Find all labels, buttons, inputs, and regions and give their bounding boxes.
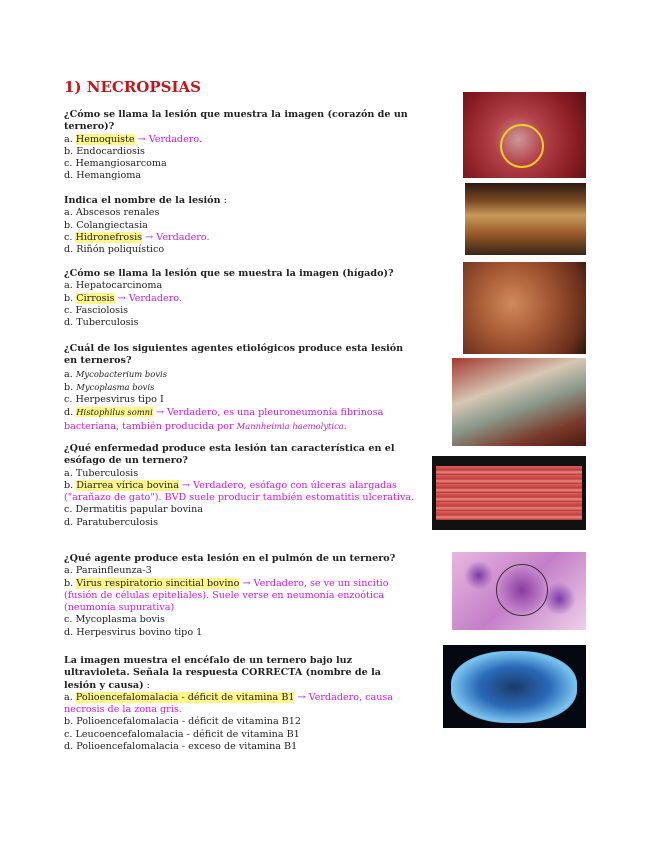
- heart-lesion-image: [463, 92, 586, 178]
- question-text: ¿Cómo se llama la lesión que se muestra la imagen (hígado)?: [64, 268, 394, 279]
- explanation: Verdadero.: [156, 231, 210, 243]
- option-c: c. Dermatitis papular bovina: [64, 504, 203, 516]
- question-text: La imagen muestra el encéfalo de un ternero bajo luz ultravioleta. Señala la respuesta CORRECTA (nombre de la lesión y causa) :: [64, 655, 381, 691]
- option-b: b. Endocardiosis: [64, 145, 145, 157]
- option-a: a. Parainfleunza-3: [64, 565, 152, 577]
- correct-answer: Hemoquiste: [75, 133, 135, 145]
- option-c: c. Hidronefrosis → Verdadero.: [64, 231, 210, 243]
- option-a: a. Polioencefalomalacia - déficit de vitamina B1 → Verdadero, causa necrosis de la zona gris.: [64, 691, 394, 716]
- question-5: [64, 443, 426, 529]
- explanation: Verdadero, causa necrosis de la zona gris.: [64, 691, 394, 716]
- option-b: b. Cirrosis → Verdadero.: [64, 292, 182, 304]
- section-title: 1) NECROPSIAS: [64, 78, 201, 96]
- option-d: d. Tuberculosis: [64, 317, 139, 329]
- explanation: Verdadero.: [148, 133, 202, 145]
- esophagus-lesion-image: [432, 456, 586, 530]
- option-b: b. Virus respiratorio sincitial bovino → Verdadero, se ve un sincitio (fusión de células epiteliales). Suele verse en neumonía enzoótica (neumonía supurativa): [64, 577, 389, 614]
- question-1: [64, 109, 424, 183]
- option-b: b. Mycoplasma bovis: [64, 381, 155, 393]
- option-c: c. Hemangiosarcoma: [64, 158, 167, 170]
- explanation: Verdadero, es una pleuroneumonía fibrinosa bacteriana, también producida por Mannheimia haemolytica.: [64, 407, 384, 432]
- question-text: Indica el nombre de la lesión :: [64, 195, 227, 206]
- option-c: c. Mycoplasma bovis: [64, 614, 165, 626]
- option-b: b. Polioencefalomalacia - déficit de vitamina B12: [64, 716, 301, 728]
- question-2: [64, 195, 424, 256]
- liver-lesion-image: [463, 262, 586, 354]
- option-c: c. Herpesvirus tipo I: [64, 394, 164, 406]
- correct-answer: Cirrosis: [76, 292, 115, 304]
- option-a: a. Mycobacterium bovis: [64, 368, 168, 380]
- correct-answer: Virus respiratorio sincitial bovino: [76, 577, 240, 589]
- highlight-circle: [496, 564, 548, 616]
- option-d: d. Herpesvirus bovino tipo 1: [64, 626, 203, 638]
- question-6: [64, 553, 409, 639]
- option-d: d. Riñón poliquístico: [64, 244, 165, 256]
- option-a: a. Hemoquiste → Verdadero.: [64, 133, 202, 145]
- option-b: b. Diarrea vírica bovina → Verdadero, esófago con úlceras alargadas ("arañazo de gato"). BVD suele producir también estomatitis ulcerativa.: [64, 479, 415, 504]
- lung-histology-image: [452, 552, 586, 630]
- correct-answer: Diarrea vírica bovina: [76, 479, 179, 491]
- brain-uv-image: [443, 645, 586, 728]
- explanation: Verdadero, se ve un sincitio (fusión de células epiteliales). Suele verse en neumonía enzoótica (neumonía supurativa): [64, 577, 389, 614]
- question-text: ¿Qué agente produce esta lesión en el pulmón de un ternero?: [64, 553, 396, 564]
- correct-answer: Histophilus somni: [76, 407, 153, 418]
- option-c: c. Fasciolosis: [64, 304, 129, 316]
- kidney-lesion-image: [465, 183, 586, 255]
- option-a: a. Hepatocarcinoma: [64, 280, 163, 292]
- option-a: a. Tuberculosis: [64, 467, 139, 479]
- option-d: d. Paratuberculosis: [64, 516, 159, 528]
- option-d: d. Polioencefalomalacia - exceso de vitamina B1: [64, 741, 298, 753]
- explanation: Verdadero.: [128, 292, 182, 304]
- option-b: b. Colangiectasia: [64, 219, 148, 231]
- correct-answer: Hidronefrosis: [75, 231, 143, 243]
- question-text: ¿Qué enfermedad produce esta lesión tan característica en el esófago de un ternero?: [64, 443, 395, 467]
- question-3: [64, 268, 424, 329]
- correct-answer: Polioencefalomalacia - déficit de vitamina B1: [75, 691, 295, 703]
- option-a: a. Abscesos renales: [64, 207, 160, 219]
- highlight-circle: [500, 124, 544, 168]
- explanation: Verdadero, esófago con úlceras alargadas ("arañazo de gato"). BVD suele producir también estomatitis ulcerativa.: [64, 479, 415, 504]
- question-7: [64, 655, 414, 753]
- question-text: ¿Cuál de los siguientes agentes etiológicos produce esta lesión en terneros?: [64, 343, 404, 367]
- option-d: d. Histophilus somni → Verdadero, es una pleuroneumonía fibrinosa bacteriana, también producida por Mannheimia haemolytica.: [64, 407, 384, 432]
- option-d: d. Hemangioma: [64, 170, 142, 182]
- lung-pleura-lesion-image: [452, 358, 586, 446]
- question-4: [64, 343, 414, 433]
- question-text: ¿Cómo se llama la lesión que muestra la imagen (corazón de un ternero)?: [64, 109, 408, 133]
- option-c: c. Leucoencefalomalacia - déficit de vitamina B1: [64, 728, 300, 740]
